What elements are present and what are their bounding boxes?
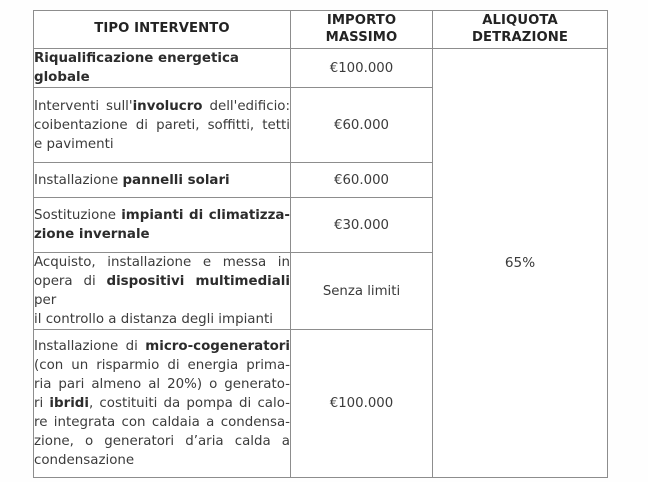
cell-aliquota-detrazione: 65% [433, 49, 608, 478]
emphasis-text: ibridi [49, 396, 89, 412]
text-line [34, 310, 290, 329]
table-header [34, 11, 608, 49]
text-line [34, 253, 290, 272]
table-row [34, 49, 608, 88]
emphasis-text: Riqualificazione energetica globale [34, 51, 239, 86]
plain-text: dell'edificio: [202, 98, 290, 114]
text-line [34, 171, 290, 190]
text-line [34, 432, 290, 451]
cell-tipo-intervento [34, 330, 291, 478]
text-line [34, 49, 290, 87]
plain-text: Acquisto, installazione e messa in [34, 255, 290, 271]
plain-text: Installazione [34, 172, 123, 188]
cell-importo-massimo: €100.000 [291, 49, 433, 88]
cell-importo-massimo: €100.000 [291, 330, 433, 478]
text-line [34, 206, 290, 225]
cell-importo-massimo: Senza limiti [291, 253, 433, 330]
cell-tipo-intervento [34, 198, 291, 253]
text-line [34, 375, 290, 394]
text-line [34, 356, 290, 375]
cell-tipo-intervento [34, 88, 291, 163]
emphasis-text: pannelli solari [122, 172, 230, 188]
emphasis-text: involucro [132, 98, 203, 114]
detrazioni-table [33, 10, 608, 478]
plain-text: per [34, 293, 57, 309]
text-line [34, 97, 290, 116]
text-line [34, 394, 290, 413]
text-line [34, 337, 290, 356]
cell-importo-massimo: €30.000 [291, 198, 433, 253]
cell-importo-massimo: €60.000 [291, 163, 433, 198]
cell-tipo-intervento [34, 49, 291, 88]
column-header-aliquota-detrazione: ALIQUOTA DETRAZIONE [433, 11, 608, 49]
plain-text: il controllo a distanza degli impianti [34, 312, 273, 328]
table-body [34, 49, 608, 478]
text-line [34, 135, 290, 154]
plain-text: zione, o generatori d’aria calda a [34, 434, 290, 450]
text-line [34, 225, 290, 244]
cell-tipo-intervento [34, 163, 291, 198]
cell-importo-massimo: €60.000 [291, 88, 433, 163]
cell-tipo-intervento [34, 253, 291, 330]
text-line [34, 413, 290, 432]
table-container [33, 10, 607, 468]
plain-text: condensazione [34, 453, 135, 469]
text-line [34, 116, 290, 135]
plain-text: ria pari almeno al 20%) o generato- [34, 377, 290, 393]
importo-header-line-2: MASSIMO [325, 29, 398, 45]
plain-text: coibentazione di pareti, soffitti, tetti [34, 117, 290, 133]
column-header-tipo-intervento: TIPO INTERVENTO [34, 11, 291, 49]
plain-text: re integrata con caldaia a condensa- [34, 415, 290, 431]
plain-text: Interventi sull' [34, 98, 133, 114]
emphasis-text: impianti di climatizza- [121, 208, 290, 224]
column-header-importo-massimo [291, 11, 433, 49]
header-row [34, 11, 608, 49]
emphasis-text: dispositivi multimediali [106, 274, 290, 290]
emphasis-text: zione invernale [34, 227, 150, 243]
text-line [34, 451, 290, 470]
plain-text: (con un risparmio di energia prima- [34, 358, 290, 374]
plain-text: ri [34, 396, 50, 412]
plain-text: , costituiti da pompa di calo- [88, 396, 291, 412]
text-line [34, 272, 290, 310]
importo-header-line-1: IMPORTO [326, 12, 397, 28]
plain-text: Installazione di [34, 339, 146, 355]
plain-text: e pavimenti [34, 136, 114, 152]
emphasis-text: micro-cogeneratori [145, 339, 290, 355]
plain-text: opera di [34, 274, 107, 290]
plain-text: Sostituzione [34, 208, 122, 224]
